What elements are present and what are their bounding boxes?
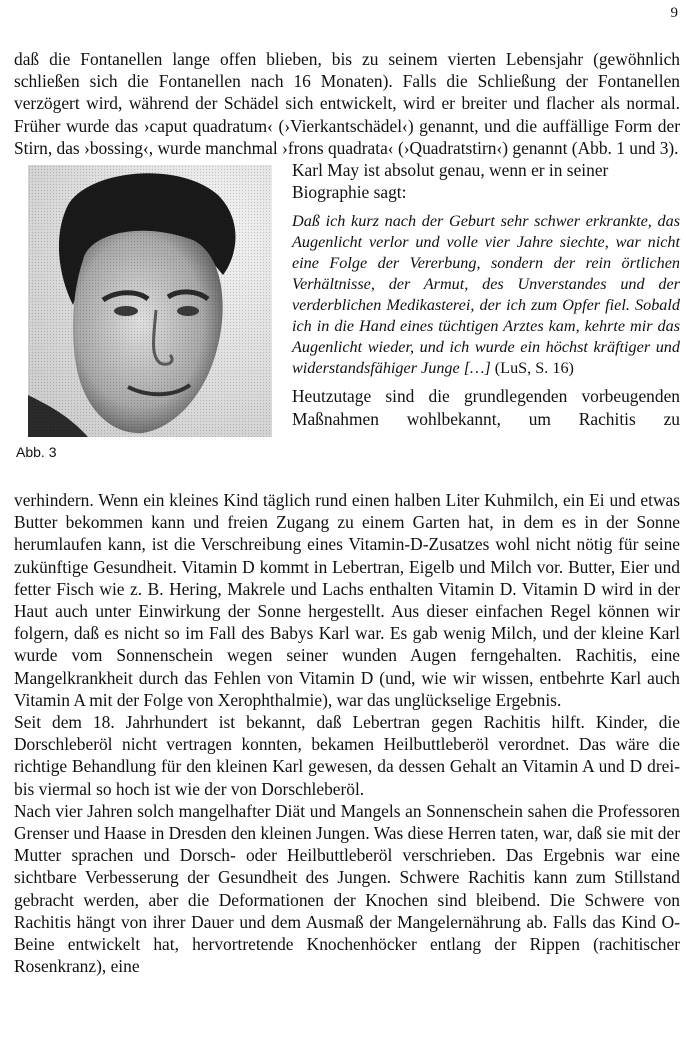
lead-in-text: Karl May ist absolut genau, wenn er in seiner Biographie sagt: — [292, 160, 609, 203]
figure-caption: Abb. 3 — [16, 444, 57, 461]
paragraph-vitamin-rest: verhindern. Wenn ein kleines Kind täglich rund einen halben Liter Kuhmilch, ein Ei und etwas Butter bekommen kann und freien Zugang zu einem Garten hat, in dem es in der Sonne herumlaufen kann, ist die Verschreibung eines Vitamin-D-Zusatzes wohl nicht nötig für seine zukünftige Gesundheit. Vitamin D kommt in Lebertran, Eigelb und Milch vor. Butter, Eier und fetter Fisch wie z. B. Hering, Makrele und Lachs enthalten Vitamin D. Vitamin D wird in der Haut auch unter Einwirkung der Sonne hergestellt. Aus dieser einfachen Regel können wir folgern, daß es nicht so im Fall des Babys Karl war. Es gab wenig Milch, und der kleine Karl wurde vom Sonnenschein wegen seiner wunden Augen ferngehalten. Rachitis, eine Mangelkrankheit durch das Fehlen von Vitamin D (und, wie wir wissen, entbehrte Karl auch Vitamin A mit der Folge von Xerophthalmie), war das unglückselige Ergebnis. — [14, 490, 680, 710]
portrait-photo — [28, 165, 272, 437]
portrait-image — [28, 165, 272, 437]
paragraph-vitamin-start: Heutzutage sind die grundlegenden vorbeugenden Maßnahmen wohlbekannt, um Rachitis zu — [292, 386, 680, 429]
body-text — [14, 48, 680, 977]
paragraph-lebertran: Seit dem 18. Jahrhundert ist bekannt, daß Lebertran gegen Rachitis hilft. Kinder, die Dorschleberöl nicht vertragen konnten, bekamen Heilbuttleberöl verordnet. Das wäre die richtige Behandlung für den kleinen Karl gewesen, da dessen Gehalt an Vitamin A und D drei- bis viermal so hoch ist wie der von Dorschleberöl. — [14, 712, 680, 799]
paragraph-professoren: Nach vier Jahren solch mangelhafter Diät und Mangels an Sonnenschein sahen die Professoren Grenser und Haase in Dresden den kleinen Jungen. Was diese Herren taten, war, daß sie mit der Mutter sprachen und Dorsch- oder Heilbuttleberöl verschrieben. Das Ergebnis war eine sichtbare Verbesserung der Gesundheit des Jungen. Schwere Rachitis kann zum Stillstand gebracht werden, aber die Deformationen der Knochen sind bleibend. Die Schwere von Rachitis hängt von ihrer Dauer und dem Ausmaß der Mangelernährung ab. Falls das Kind O-Beine entwickelt hat, hervortretende Knochenhöcker entlang der Rippen (rachitischer Rosenkranz), eine — [14, 800, 680, 977]
quote-text: Daß ich kurz nach der Geburt sehr schwer erkrankte, das Augenlicht verlor und volle vier Jahre siechte, war nicht eine Folge der Vererbung, sondern der rein örtlichen Verhältnisse, der Armut, des Unverstandes und der verderblichen Medikasterei, der ich zum Opfer fiel. Sobald ich in die Hand eines tüchtigen Arztes kam, kehrte mir das Augenlicht wieder, und ich wurde ein höchst kräftiger und widerstandsfähiger Junge […] — [292, 212, 680, 378]
quote-source: (LuS, S. 16) — [490, 359, 574, 378]
intro-paragraph: daß die Fontanellen lange offen blieben, bis zu seinem vierten Lebensjahr (gewöhnlich schließen sich die Fontanellen nach 16 Monaten). Falls die Schließung der Fontanellen verzögert wird, während der Schädel sich entwickelt, wird er breiter und flacher als normal. Früher wurde das ›caput quadratum‹ (›Vierkantschädel‹) genannt, und die auffällige Form der Stirn, das ›bossing‹, wurde manchmal ›frons quadrata‹ (›Quadratstirn‹) genannt (Abb. 1 und 3). — [14, 49, 680, 158]
figure-portrait — [14, 159, 276, 489]
page-number: 9 — [670, 5, 678, 21]
